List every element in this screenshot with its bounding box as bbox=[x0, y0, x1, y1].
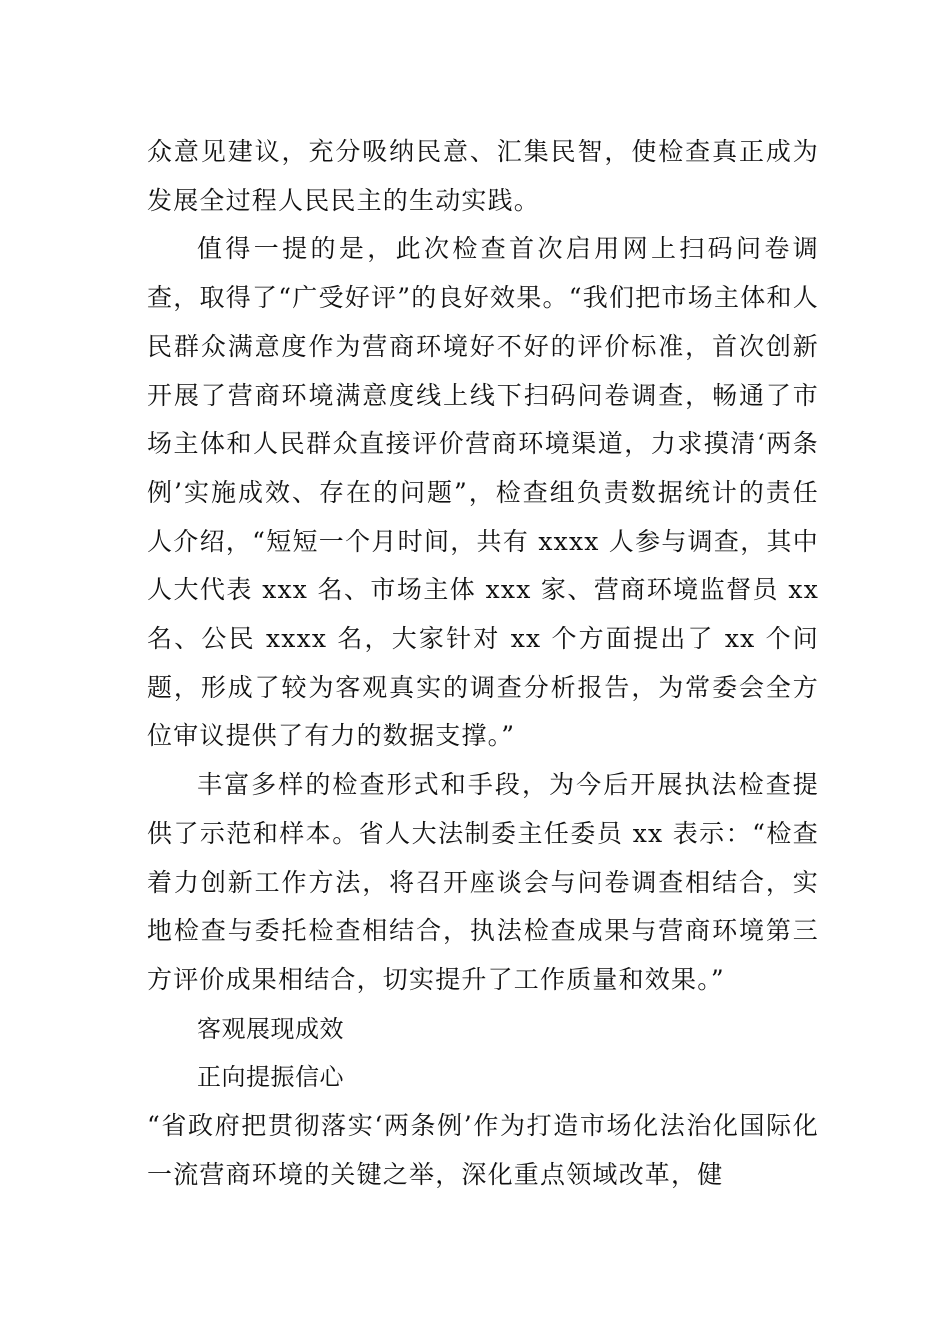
document-body bbox=[147, 128, 819, 1199]
paragraph-survey: 值得一提的是，此次检查首次启用网上扫码问卷调查，取得了“广受好评”的良好效果。“我们把市场主体和人民群众满意度作为营商环境好不好的评价标准，首次创新开展了营商环境满意度线上线下扫码问卷调查，畅通了市场主体和人民群众直接评价营商环境渠道，力求摸清‘两条例’实施成效、存在的问题”，检查组负责数据统计的责任人介绍，“短短一个月时间，共有 xxxx 人参与调查，其中人大代表 xxx 名、市场主体 xxx 家、营商环境监督员 xx 名、公民 xxxx 名，大家针对 xx 个方面提出了 xx 个问题，形成了较为客观真实的调查分析报告，为常委会全方位审议提供了有力的数据支撑。” bbox=[147, 234, 819, 751]
section-heading-confidence: 正向提振信心 bbox=[197, 1063, 344, 1092]
section-heading-results: 客观展现成效 bbox=[197, 1014, 344, 1043]
paragraph-continuation-top: 众意见建议，充分吸纳民意、汇集民智，使检查真正成为发展全过程人民民主的生动实践。 bbox=[147, 137, 819, 215]
paragraph-inspection-forms: 丰富多样的检查形式和手段，为今后开展执法检查提供了示范和样本。省人大法制委主任委员 xx 表示：“检查着力创新工作方法，将召开座谈会与问卷调查相结合，实地检查与委托检查相结合，执法检查成果与营商环境第三方评价成果相结合，切实提升了工作质量和效果。” bbox=[147, 770, 819, 994]
paragraph-continuation-bottom: “省政府把贯彻落实‘两条例’作为打造市场化法治化国际化一流营商环境的关键之举，深化重点领域改革，健 bbox=[147, 1111, 819, 1189]
